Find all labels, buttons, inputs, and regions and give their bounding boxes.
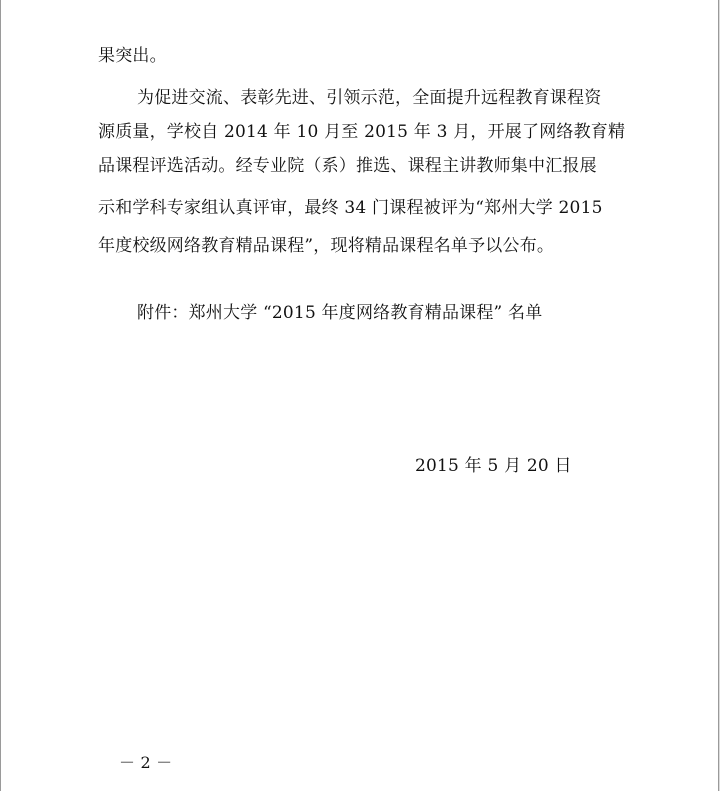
body-text-line: 源质量，学校自 2014 年 10 月至 2015 年 3 月，开展了网络教育精 (98, 122, 626, 142)
body-text-line: 示和学科专家组认真评审，最终 34 门课程被评为“郑州大学 2015 (98, 198, 603, 218)
body-text-line: 年度校级网络教育精品课程”，现将精品课程名单予以公布。 (98, 236, 555, 256)
body-text-line: 为促进交流、表彰先进、引领示范，全面提升远程教育课程资 (137, 88, 602, 108)
page-number: － 2 － (119, 753, 173, 772)
attachment-line: 附件：郑州大学 “2015 年度网络教育精品课程” 名单 (137, 303, 543, 323)
body-text-line: 品课程评选活动。经专业院（系）推选、课程主讲教师集中汇报展 (98, 156, 597, 176)
document-date: 2015 年 5 月 20 日 (415, 456, 572, 476)
body-text-line: 果突出。 (98, 46, 167, 66)
